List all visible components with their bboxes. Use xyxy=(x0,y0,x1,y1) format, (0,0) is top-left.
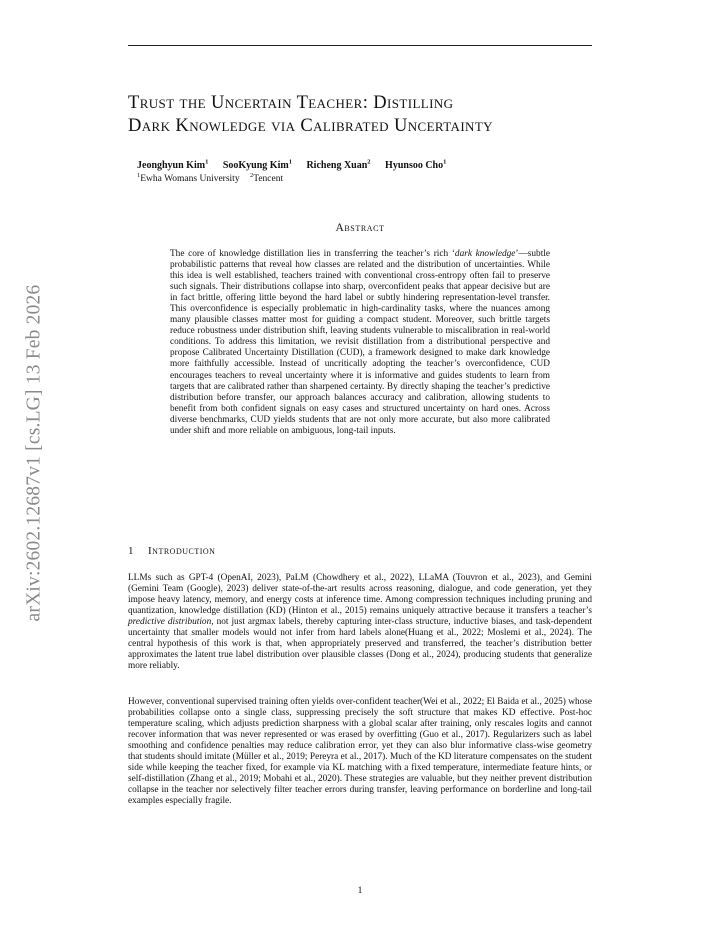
author-list xyxy=(137,159,458,171)
author xyxy=(137,160,208,171)
author-affiliation-mark: 1 xyxy=(443,159,447,166)
affiliation xyxy=(137,174,240,184)
paragraph-text-rest: , not just argmax labels, thereby capturing inter-class structure, inductive biases, and task-dependent uncertainty that smaller models would not infer from hard labels alone(Huang et al., 2022; Moslemi et al., 2024). The central hypothesis of this work is that, when appropriately preserved and transferred, the teacher’s distribution better approximates the latent true label distribution over plausible classes (Dong et al., 2024), producing students that generalize more reliably. xyxy=(128,617,592,672)
author-affiliation-mark: 1 xyxy=(205,159,209,166)
author-name: SooKyung Kim xyxy=(222,160,289,172)
section-heading xyxy=(128,545,215,557)
abstract-text xyxy=(170,249,550,437)
top-rule xyxy=(128,45,592,46)
arxiv-identifier-text: arXiv:2602.12687v1 [cs.LG] 13 Feb 2026 xyxy=(23,284,44,621)
author-name: Jeonghyun Kim xyxy=(137,160,206,172)
abstract-heading: Abstract xyxy=(335,222,385,234)
section-title: Introduction xyxy=(148,545,216,557)
abstract-text-rest: ’—subtle probabilistic patterns that reveal how classes are related and the distribution of uncertainties. While this idea is well established, teachers trained with conventional cross-entropy often fail to preserve such signals. Their distributions collapse into sharp, overconfident peaks that appear decisive but are in fact brittle, offering little beyond the hard label or subtly hindering representation-level transfer. This overconfidence is especially problematic in high-cardinality tasks, where the nuances among many plausible classes matter most for guiding a compact student. Moreover, such brittle targets reduce robustness under distribution shift, leaving students vulnerable to miscalibration in real-world conditions. To address this limitation, we revisit distillation from a distributional perspective and propose Calibrated Uncertainty Distillation (CUD), a framework designed to make dark knowledge more faithfully accessible. Instead of uncritically adopting the teacher’s overconfidence, CUD encourages teachers to reveal uncertainty where it is informative and guides students to learn from targets that are calibrated rather than sharpened certainty. By directly shaping the teacher’s predictive distribution before transfer, our approach balances accuracy and calibration, allowing students to benefit from both confident signals on easy cases and structured uncertainty on hard ones. Across diverse benchmarks, CUD yields students that are not only more accurate, but also more calibrated under shift and more reliable on ambiguous, long-tail inputs. xyxy=(170,249,550,436)
affiliation-mark: 1 xyxy=(137,172,141,179)
affiliation-mark: 2 xyxy=(249,172,254,179)
author-name: Hyunsoo Cho xyxy=(385,160,444,172)
intro-paragraph-1 xyxy=(128,573,592,672)
page-number: 1 xyxy=(357,886,363,896)
abstract-emphasis: dark knowledge xyxy=(454,249,516,259)
affiliation-name: Ewha Womans University xyxy=(140,174,240,185)
paragraph-text-start: LLMs such as GPT-4 (OpenAI, 2023), PaLM (Chowdhery et al., 2022), LLaMA (Touvron et al., 2023), and Gemini (Gemini Team (Google), 2023) deliver state-of-the-art results across reasoning, dialogue, and code generation, yet they impose heavy latency, memory, and energy costs at inference time. Among compression techniques including pruning and quantization, knowledge distillation (KD) (Hinton et al., 2015) remains uniquely attractive because it transfers a teacher’s xyxy=(128,573,592,617)
arxiv-identifier[interactable] xyxy=(10,260,58,645)
author xyxy=(385,160,446,171)
author-affiliation-mark: 1 xyxy=(288,159,292,166)
title-line-1: Trust the Uncertain Teacher: Distilling xyxy=(128,93,454,113)
affiliation-name: Tencent xyxy=(253,174,284,185)
author xyxy=(223,160,292,171)
intro-paragraph-2: However, conventional supervised training often yields over-confident teacher(Wei et al., 2022; El Baida et al., 2025) whose probabilities collapse onto a single class, suppressing precisely the soft structure that makes KD effective. Post-hoc temperature scaling, which adjusts prediction sharpness with a global scalar after training, only rescales logits and cannot recover information that was never represented or was erased by overfitting (Guo et al., 2017). Regularizers such as label smoothing and confidence penalties may reduce calibration error, yet they can also blur informative class-wise geometry that students should imitate (Müller et al., 2019; Pereyra et al., 2017). Much of the KD literature compensates on the student side while keeping the teacher fixed, for example via KL matching with a fixed temperature, intermediate feature hints, or self-distillation (Zhang et al., 2019; Mobahi et al., 2020). These strategies are valuable, but they neither prevent distribution collapse in the teacher nor selectively filter teacher errors during transfer, leaving performance on borderline and long-tail examples especially fragile. xyxy=(128,697,592,807)
author-name: Richeng Xuan xyxy=(306,160,368,172)
abstract-text-start: The core of knowledge distillation lies in transferring the teacher’s rich ‘ xyxy=(170,249,455,259)
title-line-2: Dark Knowledge via Calibrated Uncertainty xyxy=(128,116,493,136)
affiliation xyxy=(250,174,283,184)
author xyxy=(306,160,370,171)
affiliation-list xyxy=(137,172,291,184)
section-number: 1 xyxy=(128,545,134,557)
paragraph-emphasis: predictive distribution xyxy=(128,617,212,628)
author-affiliation-mark: 2 xyxy=(367,159,371,166)
paper-title xyxy=(128,92,598,138)
